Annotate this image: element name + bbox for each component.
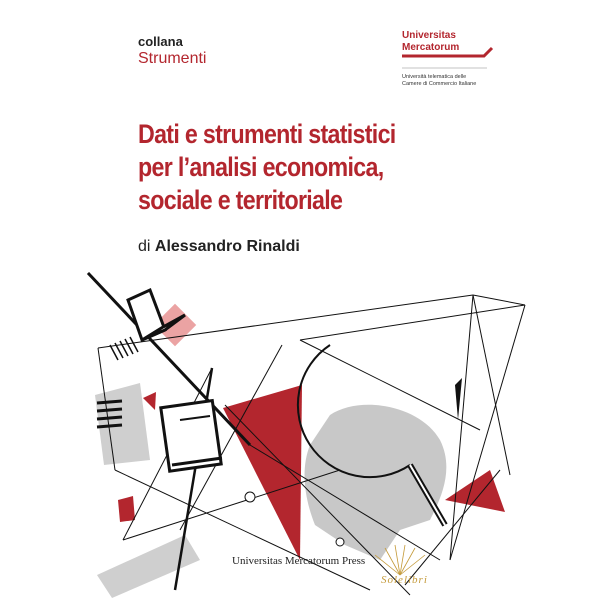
- logo-text-line1: Universitas: [402, 30, 456, 41]
- red-flag-shape: [143, 392, 156, 410]
- logo-subtitle-line1: Università telematica delle: [402, 74, 467, 80]
- compass-icon: [455, 378, 462, 420]
- ruler-shape: [97, 535, 200, 598]
- book-icon: [161, 401, 222, 472]
- series-label: collana: [138, 34, 183, 49]
- hatch-marks: [110, 337, 138, 360]
- series-name: Strumenti: [138, 50, 207, 67]
- title-line1: Dati e strumenti statistici: [138, 119, 396, 149]
- imprint-name: Solelibri: [381, 574, 428, 586]
- gray-paper-shape: [95, 383, 150, 465]
- author-prefix: di: [138, 238, 151, 255]
- red-small-shape: [118, 496, 135, 522]
- author-name: Alessandro Rinaldi: [154, 238, 300, 255]
- logo-text-line2: Mercatorum: [402, 42, 460, 53]
- logo-subtitle-line2: Camere di Commercio Italiane: [402, 81, 477, 87]
- title-line3: sociale e territoriale: [138, 185, 343, 215]
- head-profile-icon: [305, 405, 447, 560]
- title-line2: per l’analisi economica,: [138, 152, 384, 182]
- publisher-name: Universitas Mercatorum Press: [232, 555, 366, 567]
